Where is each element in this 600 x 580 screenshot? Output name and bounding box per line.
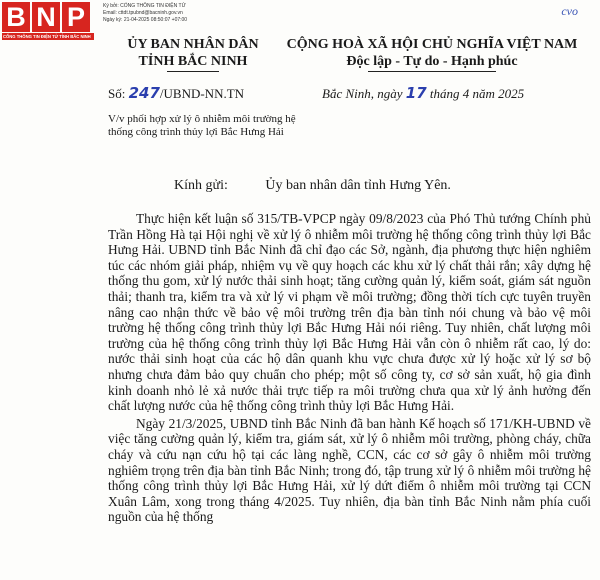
doc-number-prefix: Số: <box>108 86 126 101</box>
date-day: 17 <box>405 84 427 102</box>
nation-name: CỘNG HOÀ XÃ HỘI CHỦ NGHĨA VIỆT NAM <box>286 37 578 52</box>
document-number <box>108 84 244 102</box>
national-motto: Độc lập - Tự do - Hạnh phúc <box>346 54 518 69</box>
signature-signer: Ký bởi: CỔNG THÔNG TIN ĐIỆN TỬ <box>103 3 186 9</box>
logo-letter-n: N <box>32 2 60 32</box>
corner-handwritten-mark: cvo <box>561 4 578 18</box>
authority-underline <box>167 71 219 72</box>
date-year: năm 2025 <box>472 86 525 101</box>
logo-letter-p: P <box>62 2 90 32</box>
signature-date: Ngày ký: 21-04-2025 08:50:07 +07:00 <box>103 17 188 23</box>
bnp-logo <box>2 2 96 42</box>
body-paragraph-2: Ngày 21/3/2025, UBND tỉnh Bắc Ninh đã ban hành Kế hoạch số 171/KH-UBND về việc tăng cường quản lý, kiểm tra, giám sát, xử lý ô nhiễm môi trường, phòng cháy, chữa cháy và cứu nạn cứu hộ tại các làng nghề, CCN, các cơ sở gây ô nhiễm môi trường nghiêm trọng trên địa bàn tỉnh Bắc Ninh; trong đó, tập trung xử lý ô nhiễm môi trường hệ thống công trình thủy lợi Bắc Hưng Hải, xử lý dứt điểm ô nhiễm môi trường tại CCN Xuân Lâm, xong trong tháng 4/2025. Tuy nhiên, địa bàn tỉnh Bắc Ninh nằm phía cuối nguồn của hệ thống <box>108 415 591 525</box>
date-place: Bắc Ninh, ngày <box>322 86 403 101</box>
doc-number-handwritten: 247 <box>128 84 160 102</box>
logo-tagline: CỔNG THÔNG TIN ĐIỆN TỬ TỈNH BẮC NINH <box>2 33 94 40</box>
motto-underline <box>368 71 496 72</box>
document-body <box>108 211 591 527</box>
doc-number-suffix: /UBND-NN.TN <box>159 86 245 101</box>
date-month: 4 <box>462 86 470 101</box>
digital-signature-stamp <box>103 3 253 24</box>
signature-email: Email: cttdt.tpubnd@bacninh.gov.vn <box>103 10 183 16</box>
logo-letter-b: B <box>2 2 30 32</box>
recipient-line <box>174 178 451 194</box>
document-subject: V/v phối hợp xử lý ô nhiễm môi trường hệ thống công trình thủy lợi Bắc Hưng Hải <box>108 113 296 138</box>
recipient-label: Kính gửi: <box>174 178 228 193</box>
authority-line1: ỦY BAN NHÂN DÂN <box>127 37 259 52</box>
recipient-name: Ủy ban nhân dân tỉnh Hưng Yên. <box>265 178 451 193</box>
national-header <box>282 36 582 72</box>
date-line <box>322 84 524 102</box>
body-paragraph-1: Thực hiện kết luận số 315/TB-VPCP ngày 09/8/2023 của Phó Thủ tướng Chính phủ Trần Hồng Hà tại Hội nghị về xử lý ô nhiễm môi trường hệ thống công trình thủy lợi Bắc Hưng Hải. UBND tỉnh Bắc Ninh đã chỉ đạo các Sở, ngành, địa phương thực hiện nghiêm túc các nhóm giải pháp, nhiệm vụ về quy hoạch các khu xử lý chất thải rắn; xây dựng hệ thống thu gom, xử lý nước thải sinh hoạt; tăng cường quản lý, kiểm soát, giám sát nguồn thải; thanh tra, kiểm tra và xử lý vi phạm về môi trường; đồng thời tích cực tuyên truyền nâng cao nhận thức về bảo vệ môi trường trên địa bàn tỉnh nói chung và bảo vệ môi trường hệ thống công trình thủy lợi Bắc Hưng Hải nói riêng. Tuy nhiên, chất lượng môi trường của hệ thống công trình thủy lợi Bắc Hưng Hải vẫn còn ô nhiễm rất cao, lý do: nước thải sinh hoạt của các hộ dân quanh khu vực chưa được xử lý hoặc xử lý sơ bộ nhưng chưa đảm bảo quy chuẩn cho phép; một số công ty, cơ sở sản xuất, hộ gia đình kinh doanh nhỏ lẻ xả nước thải trực tiếp ra môi trường chưa qua xử lý ảnh hưởng đến chất lượng nước của hệ thống công trình thủy lợi Bắc Hưng Hải. <box>108 211 591 414</box>
issuing-authority-header <box>108 36 278 72</box>
date-month-label: tháng <box>429 86 460 101</box>
authority-line2: TỈNH BẮC NINH <box>138 54 248 69</box>
